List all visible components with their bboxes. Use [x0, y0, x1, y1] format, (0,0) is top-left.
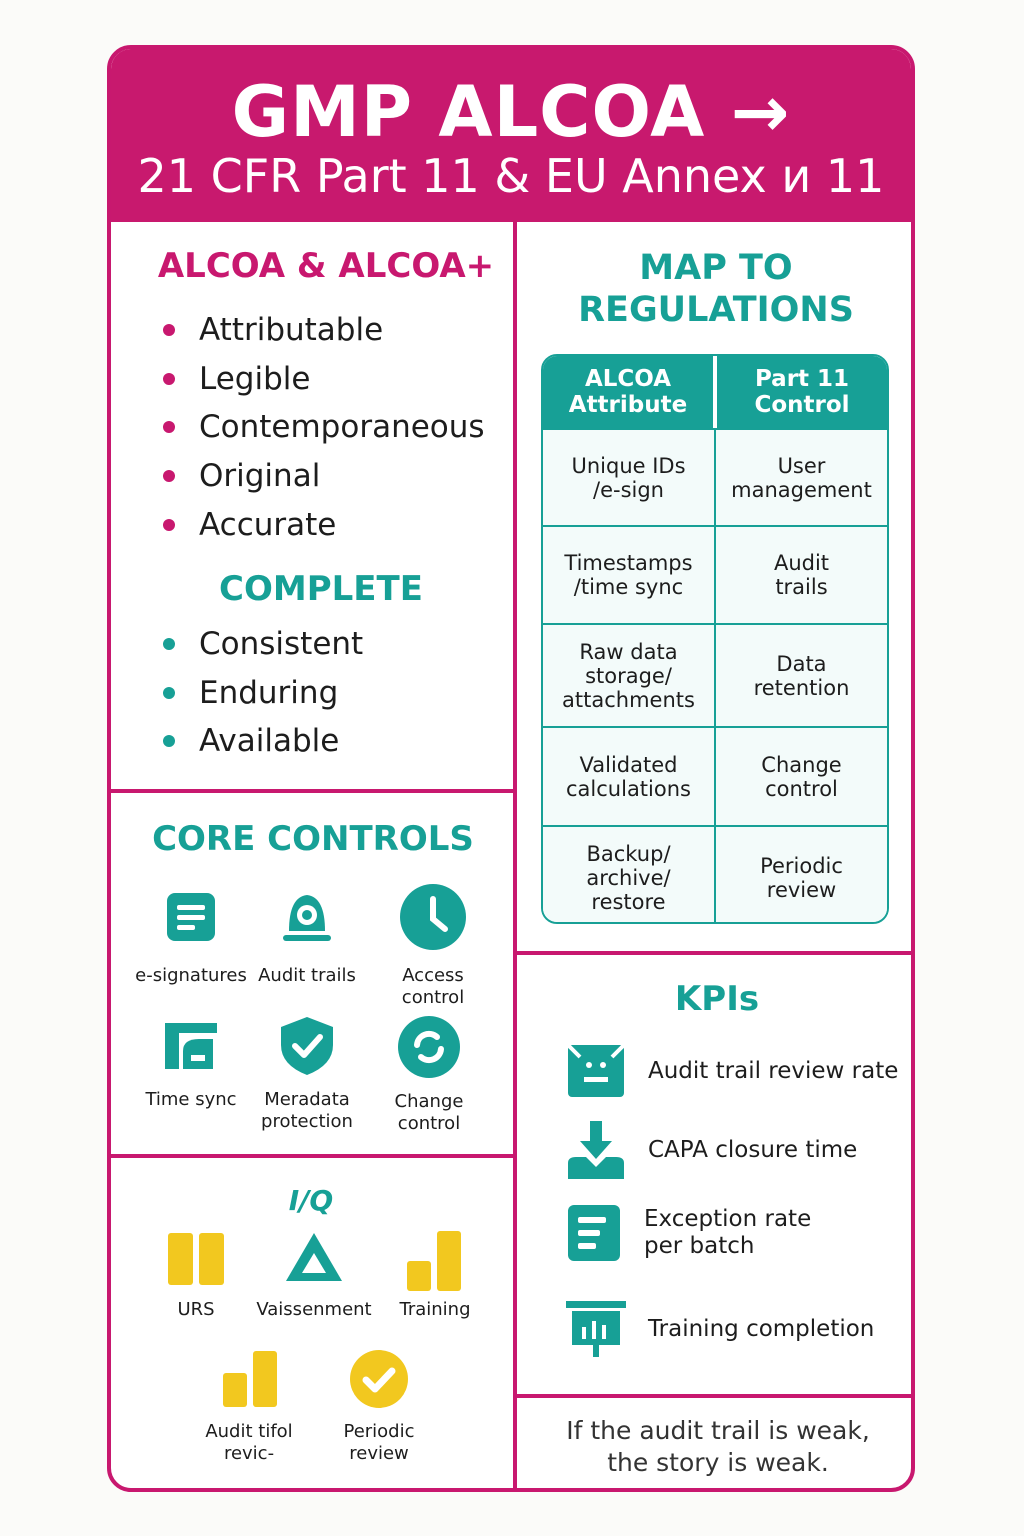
table-cell: User management — [731, 453, 872, 502]
bars-icon — [166, 1229, 226, 1287]
validation-label: URS — [177, 1299, 215, 1320]
validation-item — [254, 1229, 374, 1321]
complete-title: COMPLETE — [219, 569, 423, 609]
list-item: Accurate — [163, 501, 485, 550]
core-control-item — [131, 1019, 251, 1111]
core-control-item — [247, 1015, 367, 1133]
table-cell: Unique IDs /e-sign — [543, 430, 716, 525]
kpi-label: Training completion — [648, 1315, 875, 1342]
table-cell: Backup/ archive/ restore — [543, 827, 716, 924]
alcoa-plus-list — [163, 620, 363, 766]
clock-icon — [399, 883, 467, 951]
mapping-table — [541, 354, 889, 924]
right-divider-2 — [515, 1394, 915, 1398]
screen-icon — [566, 1043, 626, 1099]
kpi-item — [566, 1043, 898, 1099]
kpi-label: Exception rate per batch — [644, 1206, 812, 1259]
core-control-item — [131, 887, 251, 987]
table-row — [543, 825, 887, 924]
table-row — [543, 726, 887, 825]
triangle-icon — [282, 1229, 346, 1287]
core-control-label: Change control — [394, 1091, 464, 1134]
page-title: GMP ALCOA → — [231, 71, 791, 153]
refresh-icon — [397, 1015, 461, 1079]
validation-label: Vaissenment — [256, 1299, 372, 1320]
infographic-card — [107, 45, 915, 1492]
bar-chart-icon — [219, 1349, 279, 1409]
alcoa-title: ALCOA & ALCOA+ — [157, 246, 495, 286]
validation-item — [189, 1349, 309, 1465]
core-control-label: Time sync — [145, 1089, 237, 1110]
validation-title: I/Q — [288, 1184, 334, 1217]
table-cell: Periodic review — [760, 853, 843, 902]
column-header: Part 11 Control — [754, 366, 850, 418]
left-divider-1 — [111, 789, 515, 793]
table-cell: Raw data storage/ attachments — [543, 625, 716, 726]
document-icon — [161, 887, 221, 947]
kpi-label: CAPA closure time — [648, 1136, 858, 1163]
table-row — [543, 428, 887, 525]
column-header: ALCOA Attribute — [543, 356, 717, 428]
left-divider-2 — [111, 1154, 515, 1158]
header-banner — [111, 49, 911, 222]
kpi-item — [566, 1119, 857, 1181]
table-cell: Audit trails — [773, 551, 830, 599]
download-icon — [566, 1119, 626, 1181]
core-control-label: Audit trails — [258, 965, 356, 986]
camera-icon — [277, 887, 337, 947]
kpi-label: Audit trail review rate — [648, 1057, 899, 1084]
list-item: Legible — [163, 355, 485, 404]
core-control-item — [369, 1015, 489, 1135]
validation-item — [136, 1229, 256, 1321]
list-item: Original — [163, 452, 485, 501]
table-header — [543, 356, 887, 428]
bar-chart-icon — [403, 1229, 467, 1293]
validation-label: Audit tifol revic- — [205, 1421, 293, 1464]
list-item: Enduring — [163, 669, 363, 718]
alcoa-list — [163, 306, 485, 550]
core-control-label: e-signatures — [135, 965, 247, 986]
validation-label: Training — [399, 1299, 471, 1320]
validation-item — [375, 1229, 495, 1321]
list-item: Consistent — [163, 620, 363, 669]
shield-check-icon — [277, 1015, 337, 1077]
right-divider-1 — [515, 951, 915, 955]
table-cell: Change control — [761, 752, 842, 801]
kpi-item — [566, 1299, 874, 1359]
core-control-item — [373, 883, 493, 1009]
core-control-label: Access control — [401, 965, 465, 1008]
list-item: Available — [163, 717, 363, 766]
core-controls-title: CORE CONTROLS — [152, 819, 474, 859]
list-item: Contemporaneous — [163, 403, 485, 452]
core-control-label: Meradata protection — [261, 1089, 353, 1132]
closing-quote: If the audit trail is weak, the story is weak. — [566, 1416, 870, 1477]
validation-item — [319, 1349, 439, 1465]
page-subtitle: 21 CFR Part 11 & EU Annex и 11 — [137, 149, 885, 203]
table-cell: Validated calculations — [543, 728, 716, 825]
printer-icon — [161, 1019, 221, 1073]
presentation-icon — [566, 1299, 626, 1359]
table-cell: Timestamps /time sync — [543, 527, 716, 623]
check-circle-icon — [349, 1349, 409, 1409]
kpis-title: KPIs — [674, 979, 760, 1019]
validation-label: Periodic review — [343, 1421, 415, 1464]
table-cell: Data retention — [753, 651, 850, 700]
kpi-item — [566, 1203, 811, 1263]
list-icon — [566, 1203, 622, 1263]
list-item: Attributable — [163, 306, 485, 355]
core-control-item — [247, 887, 367, 987]
table-row — [543, 525, 887, 623]
table-row — [543, 623, 887, 726]
map-title: MAP TO REGULATIONS — [578, 248, 854, 330]
